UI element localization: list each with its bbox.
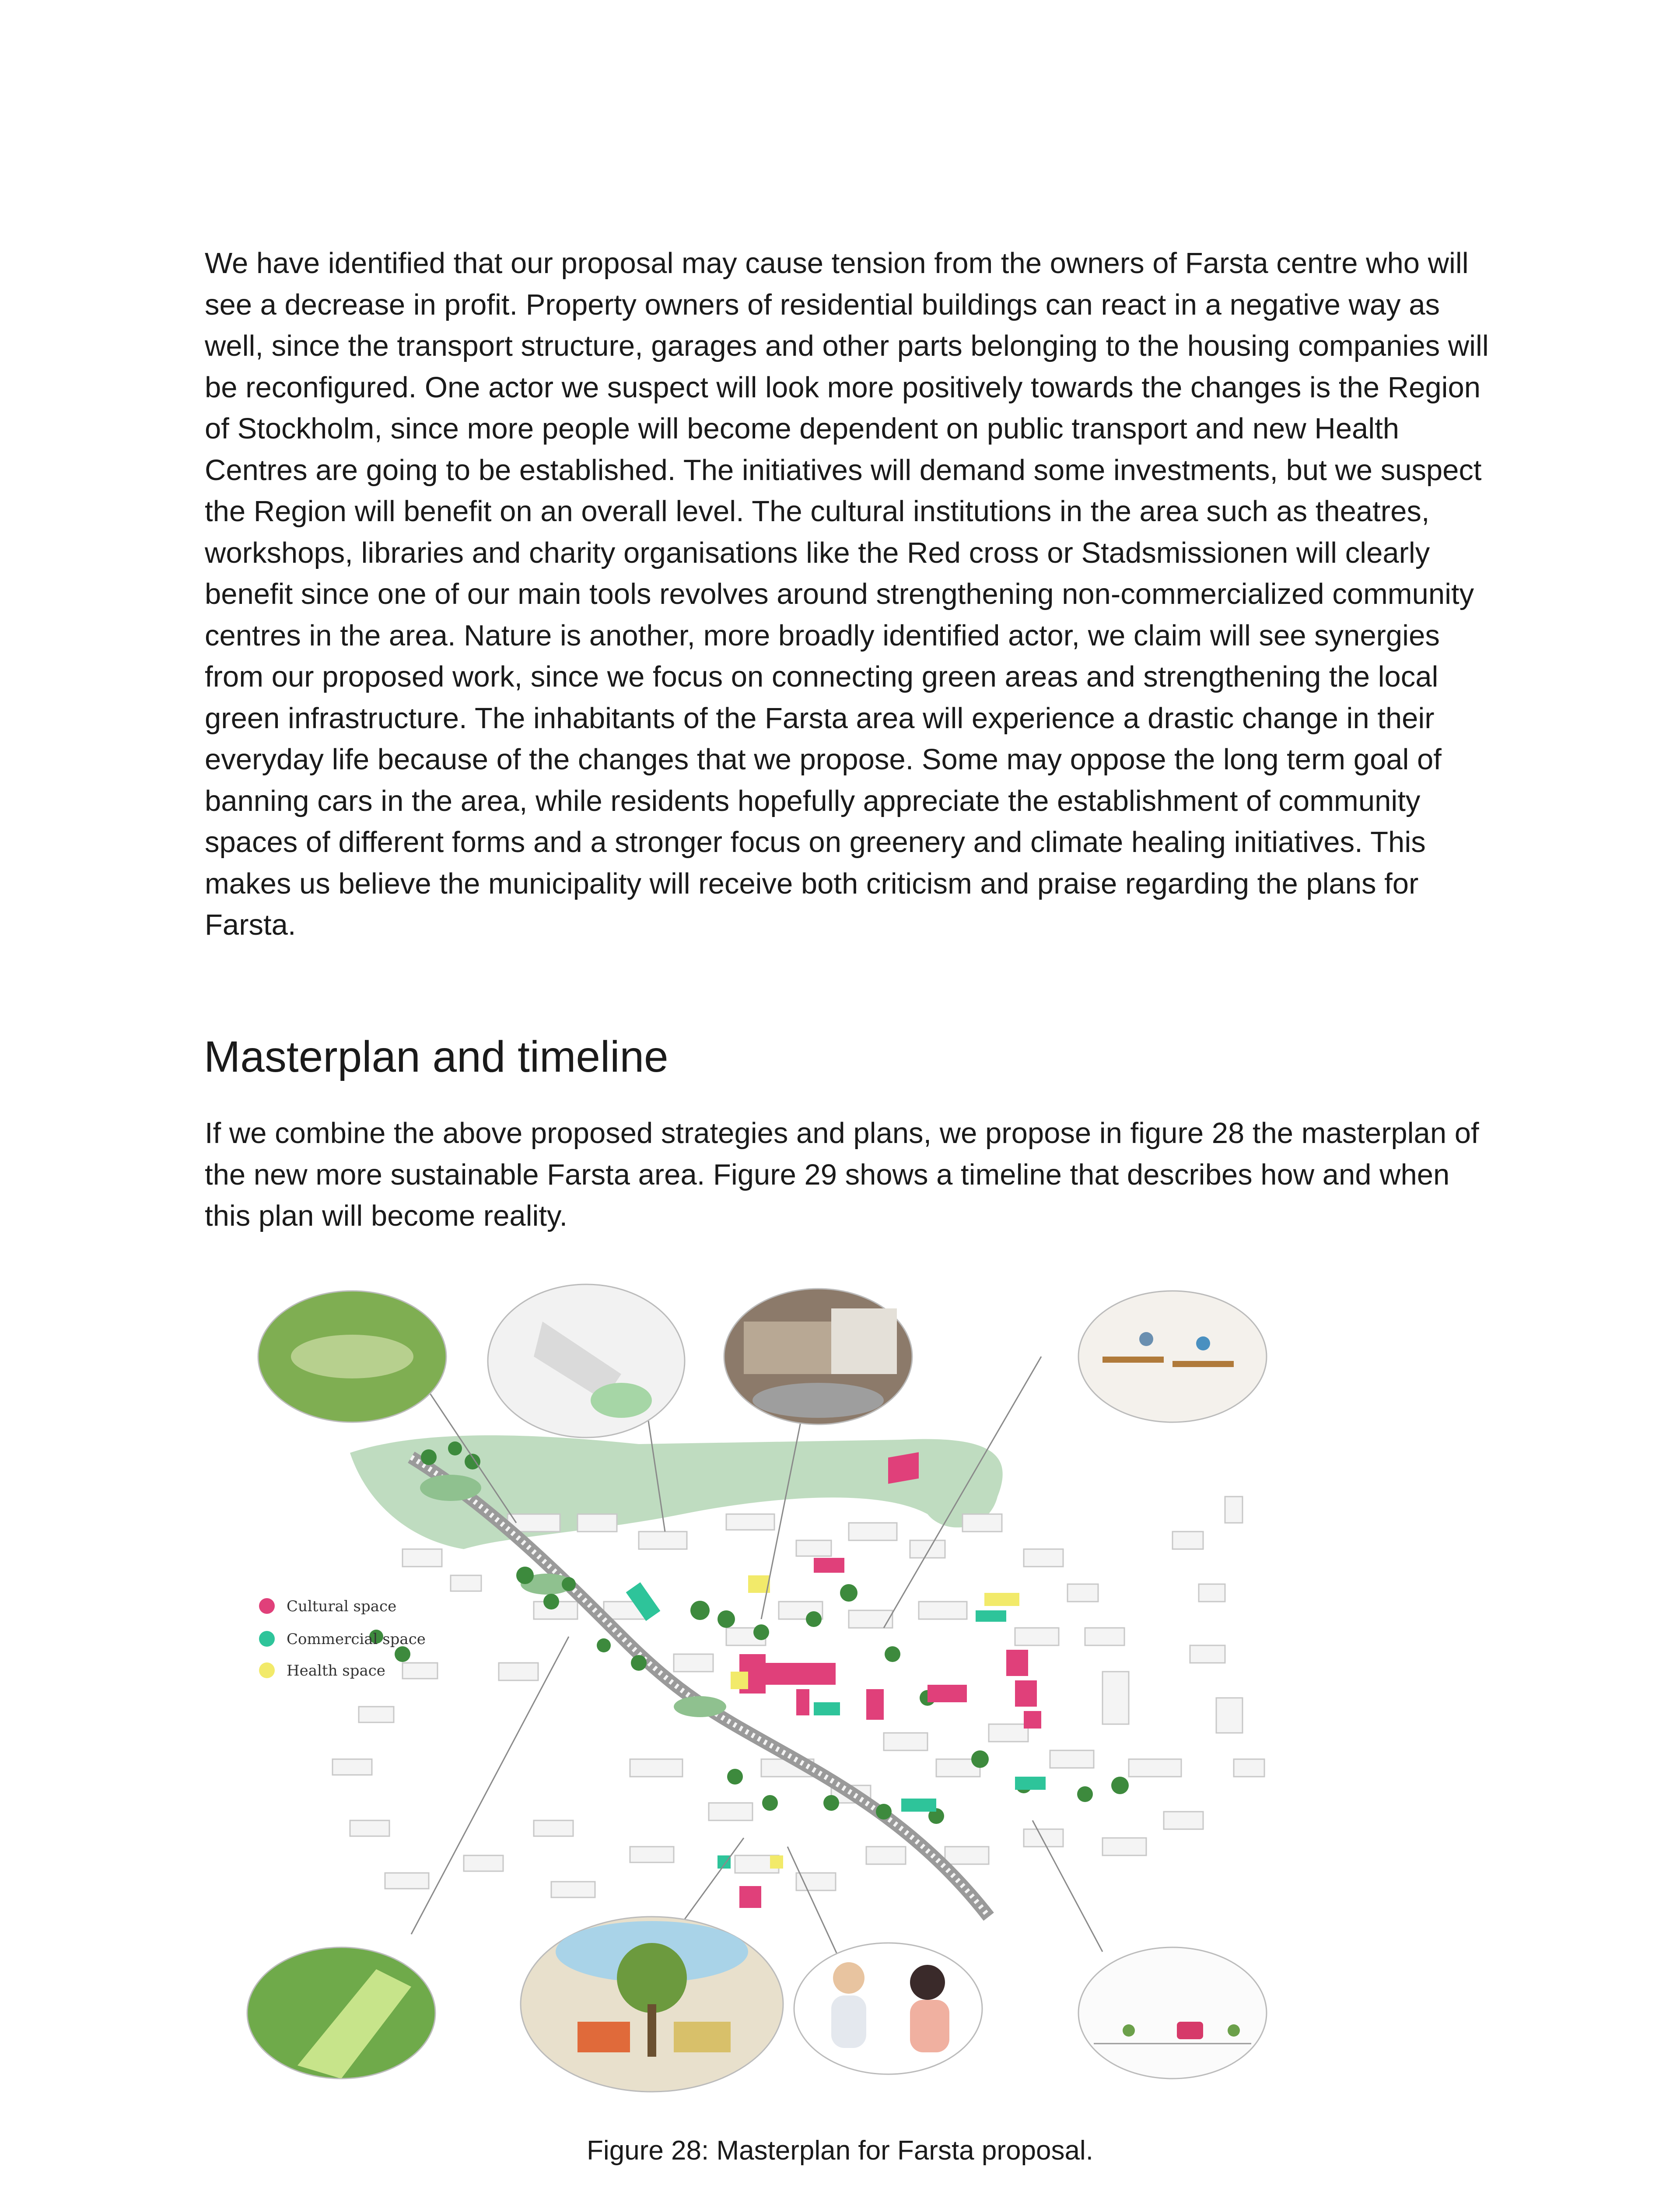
commercial-space-buildings — [626, 1582, 1046, 1869]
legend-label-commercial: Commercial space — [287, 1630, 426, 1648]
green-bridge-north — [420, 1475, 481, 1501]
masterplan-illustration — [245, 1269, 1356, 2127]
bottom-vignettes — [247, 1917, 1267, 2092]
section-heading: Masterplan and timeline — [204, 1032, 668, 1081]
figure-caption: Figure 28: Masterplan for Farsta proposal. — [587, 2135, 1093, 2166]
legend-label-cultural: Cultural space — [287, 1598, 397, 1615]
legend-label-health: Health space — [287, 1662, 385, 1680]
intro-paragraph: If we combine the above proposed strategies and plans, we propose in figure 28 the masterplan of the new more sustainable Farsta area. Figure 29 shows a timeline that describes how and when this plan will become reality. — [205, 1117, 1479, 1232]
top-vignettes — [258, 1284, 1267, 1438]
legend-swatch-cultural — [259, 1598, 275, 1614]
masterplan-figure — [245, 1269, 1356, 2127]
legend — [259, 1598, 426, 1680]
legend-swatch-health — [259, 1662, 275, 1678]
street-life-vignette — [1078, 1947, 1267, 2079]
body-paragraph: We have identified that our proposal may cause tension from the owners of Farsta centre who will see a decrease in profit. Property owners of residential buildings can react in a negative way as well, since the transport structure, garages and other parts belonging to the housing companies will be reconfigured. One actor we suspect will look more positively towards the changes is the Region of Stockholm, since more people will become dependent on public transport and new Health Centres are going to be established. The initiatives will demand some investments, but we suspect the Region will benefit on an overall level. The cultural institutions in the area such as theatres, workshops, libraries and charity organisations like the Red cross or Stadsmissionen will clearly benefit since one of our main tools revolves around strengthening non-commercialized community centres in the area. Nature is another, more broadly identified actor, we claim will see synergies from our proposed work, since we focus on connecting green areas and strengthening the local green infrastructure. The inhabitants of the Farsta area will experience a drastic change in their everyday life because of the changes that we propose. Some may oppose the long term goal of banning cars in the area, while residents hopefully appreciate the establishment of community spaces of different forms and a stronger focus on greenery and climate healing initiatives. This makes us believe the municipality will receive both criticism and praise regarding the plans for Farsta. — [205, 247, 1489, 941]
green-bridge-south — [674, 1696, 726, 1717]
health-consult-vignette — [794, 1943, 982, 2074]
legend-swatch-commercial — [259, 1631, 275, 1647]
